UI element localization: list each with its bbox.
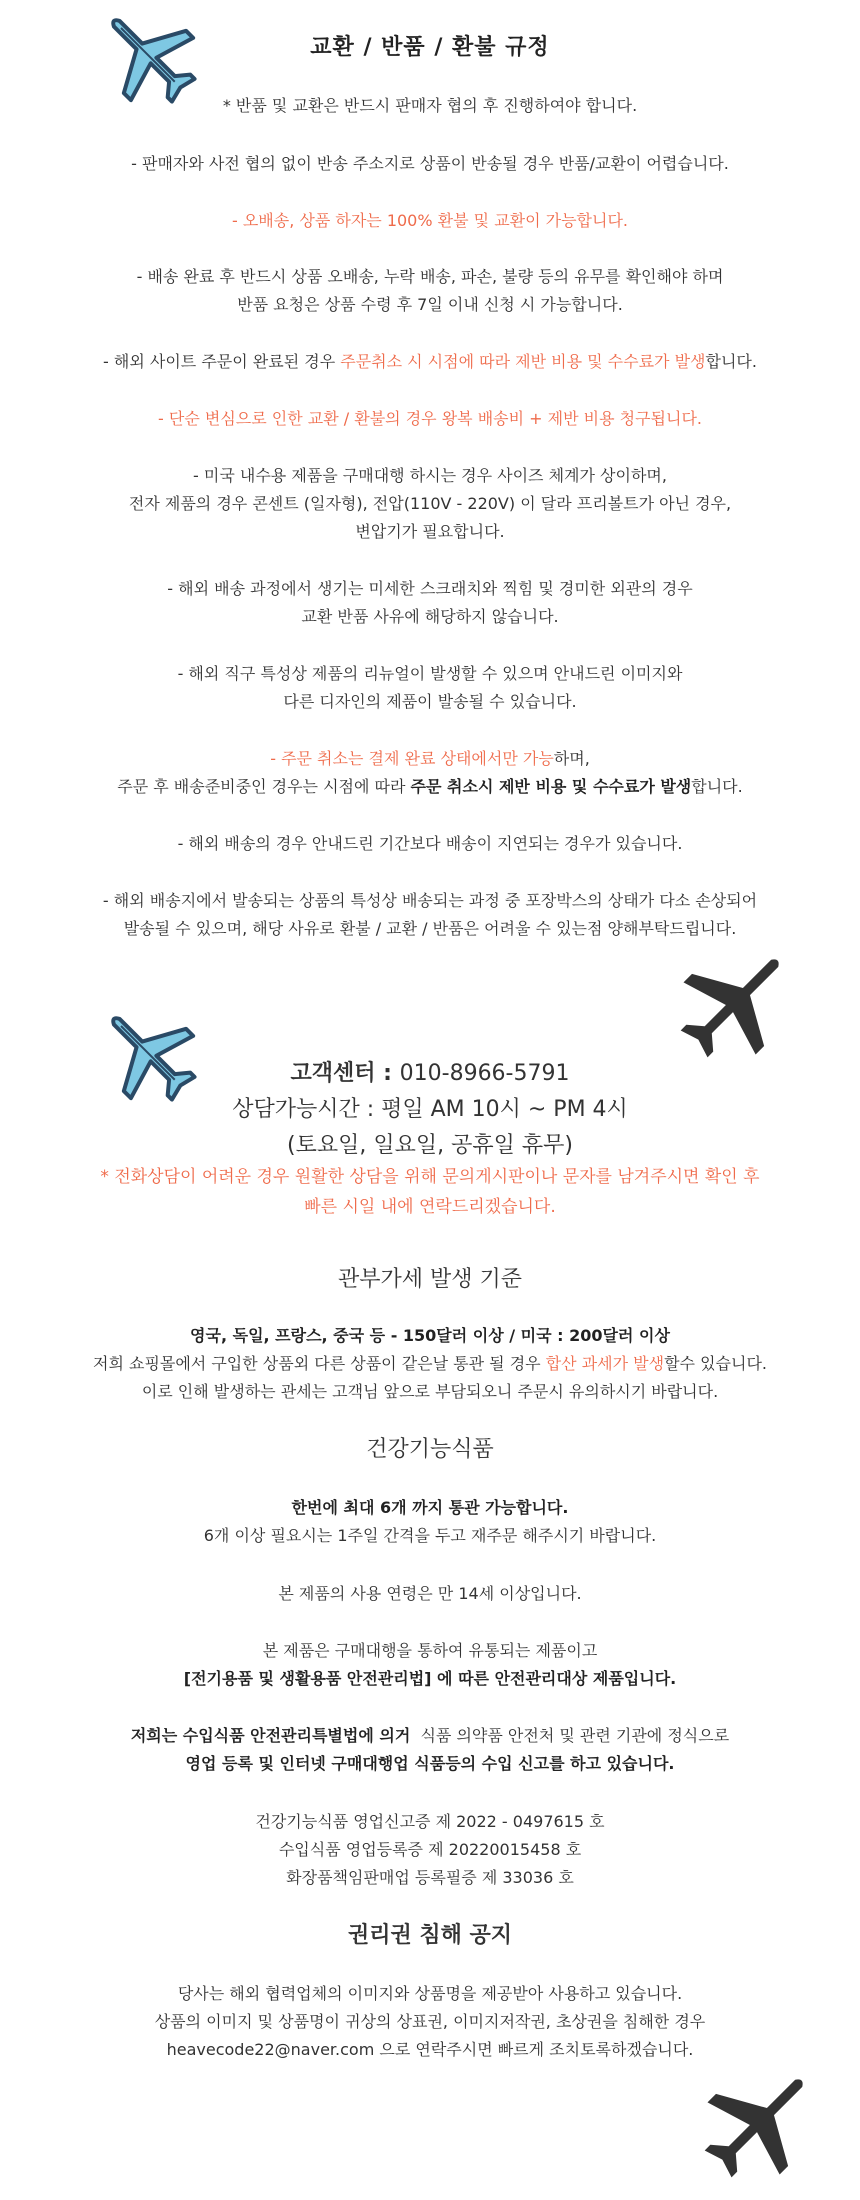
contact-line	[0, 1056, 860, 1087]
rights-line: 상품의 이미지 및 상품명이 귀상의 상표권, 이미지저작권, 초상권을 침해한 경우	[154, 2012, 706, 2031]
policy-line: - 미국 내수용 제품을 구매대행 하시는 경우 사이즈 체계가 상이하며,	[193, 466, 667, 485]
policy-line: 발송될 수 있으며, 해당 사유로 환불 / 교환 / 반품은 어려울 수 있는점 양해부탁드립니다.	[123, 919, 737, 938]
health-line: 6개 이상 필요시는 1주일 간격을 두고 재주문 해주시기 바랍니다.	[203, 1526, 657, 1545]
policy-line: - 해외 배송 과정에서 생기는 미세한 스크래치와 찍힘 및 경미한 외관의 경우	[167, 579, 693, 598]
text-segment: 합니다.	[705, 352, 757, 371]
registration-line: 건강기능식품 영업신고증 제 2022 - 0497615 호	[255, 1812, 605, 1831]
health-title: 건강기능식품	[366, 1437, 494, 1462]
policy-line-highlight: - 오배송, 상품 하자는 100% 환불 및 교환이 가능합니다.	[231, 211, 629, 230]
airplane-solid-icon	[668, 940, 798, 1070]
registration-line: 화장품책임판매업 등록필증 제 33036 호	[286, 1868, 574, 1887]
policy-line: - 해외 배송의 경우 안내드린 기간보다 배송이 지연되는 경우가 있습니다.	[177, 834, 683, 853]
policy-line: - 해외 직구 특성상 제품의 리뉴얼이 발생할 수 있으며 안내드린 이미지와	[177, 664, 683, 683]
policy-line-highlight: - 단순 변심으로 인한 교환 / 환불의 경우 왕복 배송비 + 제반 비용 청구됩니다.	[158, 409, 702, 428]
text-highlight: 합산 과세가 발생	[545, 1354, 665, 1373]
health-line: 본 제품의 사용 연령은 만 14세 이상입니다.	[278, 1584, 582, 1603]
customs-title: 관부가세 발생 기준	[337, 1267, 522, 1292]
health-line: 본 제품은 구매대행을 통하여 유통되는 제품이고	[262, 1641, 598, 1660]
text-highlight: 주문 취소시 제반 비용 및 수수료가 발생	[410, 777, 692, 796]
phone-number: 010-8966-5791	[399, 1061, 570, 1086]
policy-title: 교환 / 반품 / 환불 규정	[310, 35, 550, 60]
airplane-solid-icon	[692, 2060, 822, 2190]
text-segment: 저희 쇼핑몰에서 구입한 상품외 다른 상품이 같은날 통관 될 경우	[92, 1354, 546, 1373]
policy-line: - 배송 완료 후 반드시 상품 오배송, 누락 배송, 파손, 불량 등의 유무를 확인해야 하며	[136, 267, 724, 286]
policy-line: 교환 반품 사유에 해당하지 않습니다.	[301, 607, 559, 626]
policy-line: 반품 요청은 상품 수령 후 7일 이내 신청 시 가능합니다.	[237, 295, 623, 314]
customs-line: 영국, 독일, 프랑스, 중국 등 - 150달러 이상 / 미국 : 200달러 이상	[190, 1326, 670, 1345]
policy-line	[0, 773, 860, 801]
contact-label: 고객센터 :	[290, 1061, 392, 1086]
text-segment: 식품 의약품 안전처 및 관련 기관에 정식으로	[410, 1726, 730, 1745]
rights-title: 권리권 침해 공지	[347, 1923, 513, 1948]
text-segment: 하며,	[553, 749, 590, 768]
contact-notice: 빠른 시일 내에 연락드리겠습니다.	[304, 1197, 556, 1217]
policy-line: * 반품 및 교환은 반드시 판매자 협의 후 진행하여야 합니다.	[222, 96, 638, 115]
contact-notice: * 전화상담이 어려운 경우 원활한 상담을 위해 문의게시판이나 문자를 남겨주시면 확인 후	[100, 1167, 760, 1187]
text-highlight: 주문 취소는 결제 완료 상태에서만 가능	[281, 749, 554, 768]
contact-holidays: (토요일, 일요일, 공휴일 휴무)	[287, 1133, 573, 1158]
health-line	[0, 1722, 860, 1750]
customs-line	[0, 1350, 860, 1378]
text-highlight: 주문취소 시 시점에 따라 제반 비용 및 수수료가 발생	[340, 352, 706, 371]
policy-line: - 해외 배송지에서 발송되는 상품의 특성상 배송되는 과정 중 포장박스의 상태가 다소 손상되어	[102, 891, 758, 910]
policy-line: 변압기가 필요합니다.	[355, 522, 505, 541]
customs-line: 이로 인해 발생하는 관세는 고객님 앞으로 부담되오니 주문시 유의하시기 바랍니다.	[141, 1382, 719, 1401]
text-bold: 저희는 수입식품 안전관리특별법에 의거	[130, 1726, 411, 1745]
policy-line: 다른 디자인의 제품이 발송될 수 있습니다.	[283, 692, 577, 711]
health-line: 영업 등록 및 인터넷 구매대행업 식품등의 수입 신고를 하고 있습니다.	[185, 1754, 675, 1773]
text-highlight: -	[270, 749, 282, 768]
policy-line	[0, 745, 860, 773]
text-segment: - 해외 사이트 주문이 완료된 경우	[103, 352, 341, 371]
rights-line: heavecode22@naver.com 으로 연락주시면 빠르게 조치토록하겠습니다.	[166, 2040, 694, 2059]
text-segment: 합니다.	[691, 777, 743, 796]
registration-line: 수입식품 영업등록증 제 20220015458 호	[278, 1840, 582, 1859]
policy-line: 전자 제품의 경우 콘센트 (일자형), 전압(110V - 220V) 이 달라 프리볼트가 아닌 경우,	[128, 494, 732, 513]
text-segment: 주문 후 배송준비중인 경우는 시점에 따라	[117, 777, 411, 796]
rights-line: 당사는 해외 협력업체의 이미지와 상품명을 제공받아 사용하고 있습니다.	[177, 1984, 683, 2003]
policy-line: - 판매자와 사전 협의 없이 반송 주소지로 상품이 반송될 경우 반품/교환이 어렵습니다.	[131, 154, 729, 173]
health-line: [전기용품 및 생활용품 안전관리법] 에 따른 안전관리대상 제품입니다.	[183, 1669, 677, 1688]
text-segment: 할수 있습니다.	[664, 1354, 767, 1373]
policy-line	[0, 348, 860, 376]
contact-hours: 상담가능시간 : 평일 AM 10시 ~ PM 4시	[232, 1097, 628, 1122]
health-line: 한번에 최대 6개 까지 통관 가능합니다.	[291, 1498, 569, 1517]
